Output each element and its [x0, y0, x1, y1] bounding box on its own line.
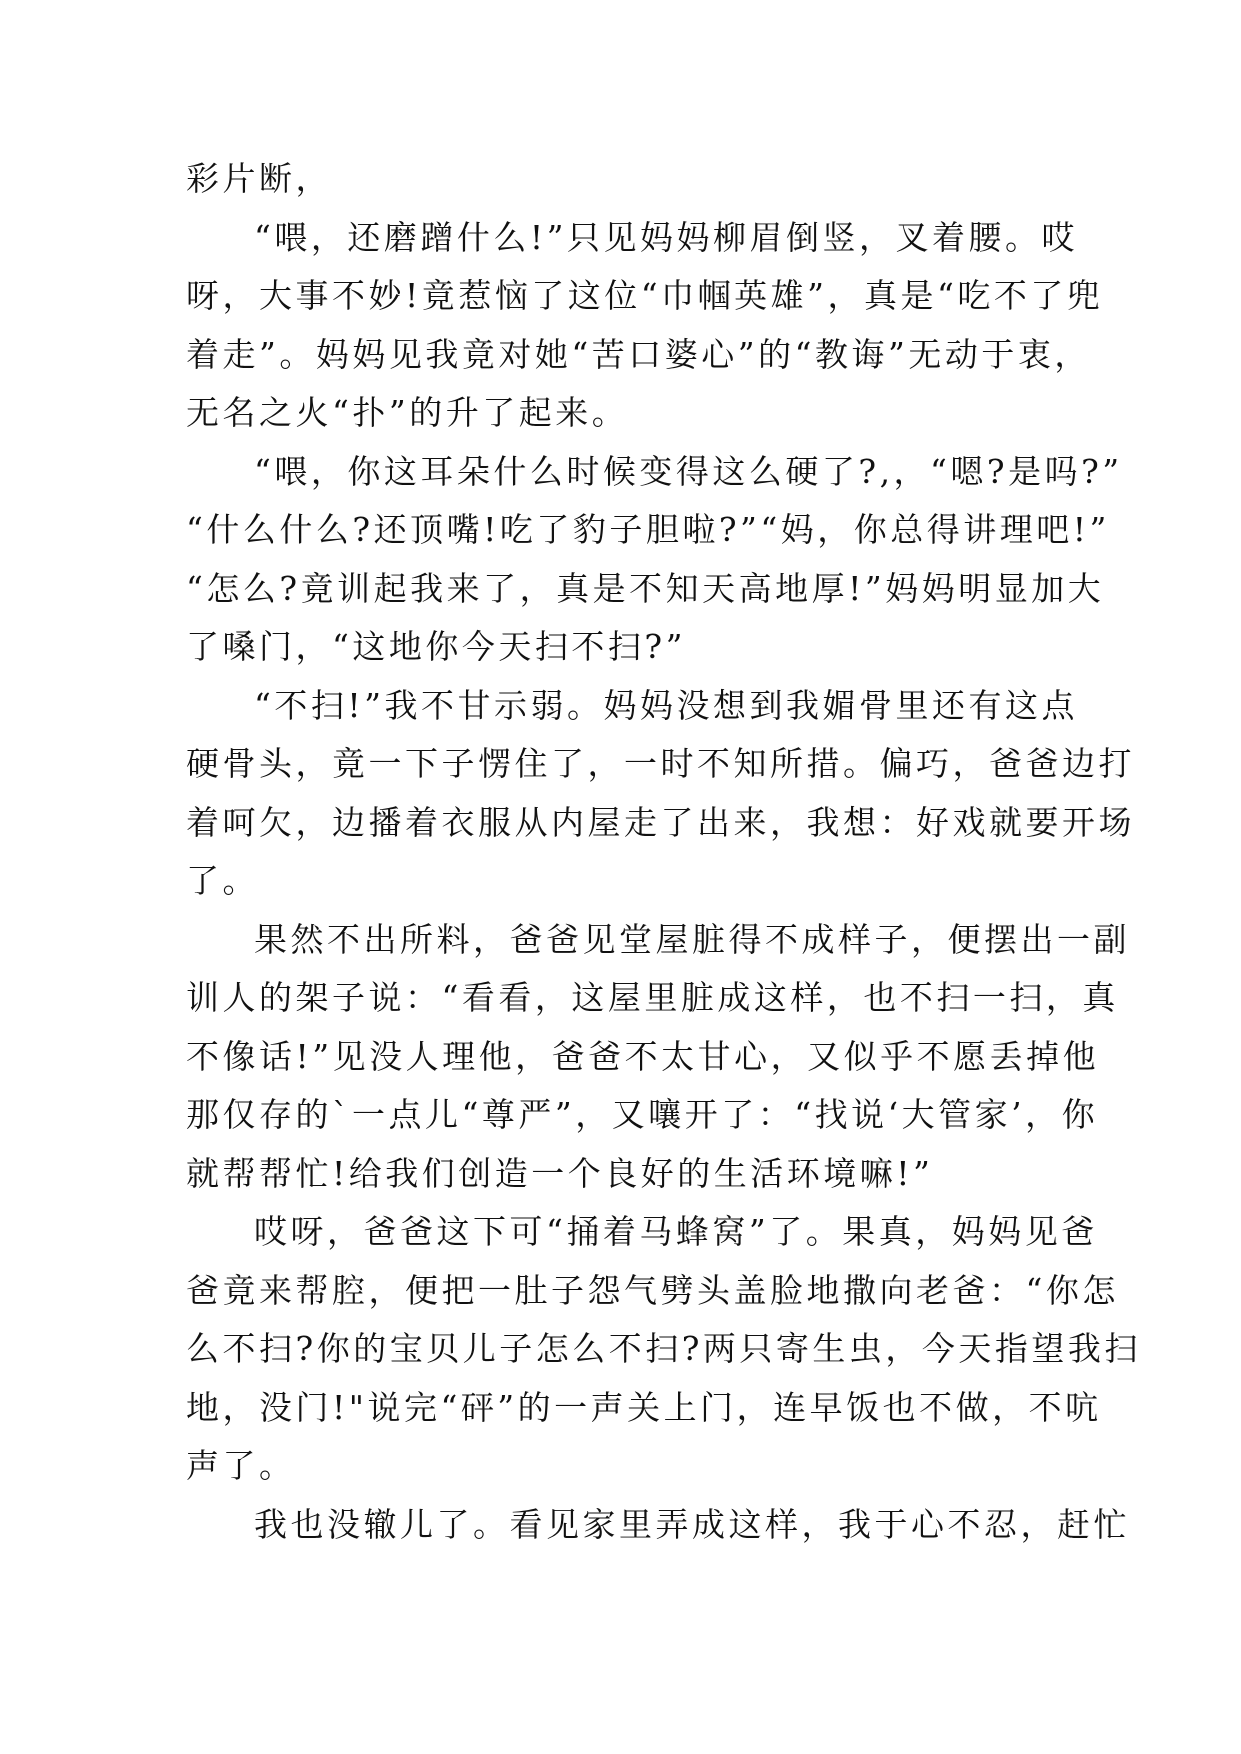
text-line: “喂，还磨蹭什么!”只见妈妈柳眉倒竖，叉着腰。哎 — [254, 217, 1079, 257]
text-line: 不像话!”见没人理他，爸爸不太甘心，又似乎不愿丢掉他 — [186, 1036, 1100, 1076]
text-line: 么不扫?你的宝贝儿子怎么不扫?两只寄生虫，今天指望我扫 — [186, 1329, 1141, 1368]
text-line: 哎呀，爸爸这下可“捅着马蜂窝”了。果真，妈妈见爸 — [254, 1212, 1098, 1251]
text-line: 了。 — [186, 861, 259, 900]
text-line: 硬骨头，竟一下子愣住了，一时不知所措。偏巧，爸爸边打 — [186, 744, 1135, 783]
text-line: “什么什么?还顶嘴!吃了豹子胆啦?”“妈，你总得讲理吧!” — [186, 510, 1110, 549]
text-line: 无名之火“扑”的升了起来。 — [186, 393, 629, 432]
text-line: 了嗓门，“这地你今天扫不扫?” — [186, 627, 686, 666]
text-line: 就帮帮忙!给我们创造一个良好的生活环境嘛!” — [186, 1153, 934, 1193]
text-line: 我也没辙儿了。看见家里弄成这样，我于心不忍，赶忙 — [254, 1504, 1130, 1544]
text-line: 彩片断， — [186, 159, 332, 198]
text-line: 那仅存的`一点儿“尊严”，又嚷开了：“找说‘大管家’，你 — [186, 1095, 1099, 1134]
text-line: 呀，大事不妙!竟惹恼了这位“巾帼英雄”，真是“吃不了兜 — [186, 276, 1104, 315]
text-line: “喂，你这耳朵什么时候变得这么硬了?,，“嗯?是吗?” — [254, 451, 1123, 491]
text-line: 地，没门!"说完“砰”的一声关上门，连早饭也不做，不吭 — [186, 1387, 1102, 1427]
text-line: 爸竟来帮腔，便把一肚子怨气劈头盖脸地撒向老爸：“你怎 — [186, 1270, 1119, 1310]
text-line: 训人的架子说：“看看，这屋里脏成这样，也不扫一扫，真 — [186, 978, 1119, 1017]
text-line: 着呵欠，边播着衣服从内屋走了出来，我想：好戏就要开场 — [186, 802, 1135, 842]
text-line: 着走”。妈妈见我竟对她“苦口婆心”的“教诲”无动于衷， — [186, 334, 1091, 374]
text-line: “怎么?竟训起我来了，真是不知天高地厚!”妈妈明显加大 — [186, 568, 1105, 608]
text-line: 声了。 — [186, 1446, 296, 1485]
text-line: 果然不出所料，爸爸见堂屋脏得不成样子，便摆出一副 — [254, 919, 1130, 959]
text-line: “不扫!”我不甘示弱。妈妈没想到我媚骨里还有这点 — [254, 685, 1079, 725]
body-text — [186, 150, 1141, 1554]
